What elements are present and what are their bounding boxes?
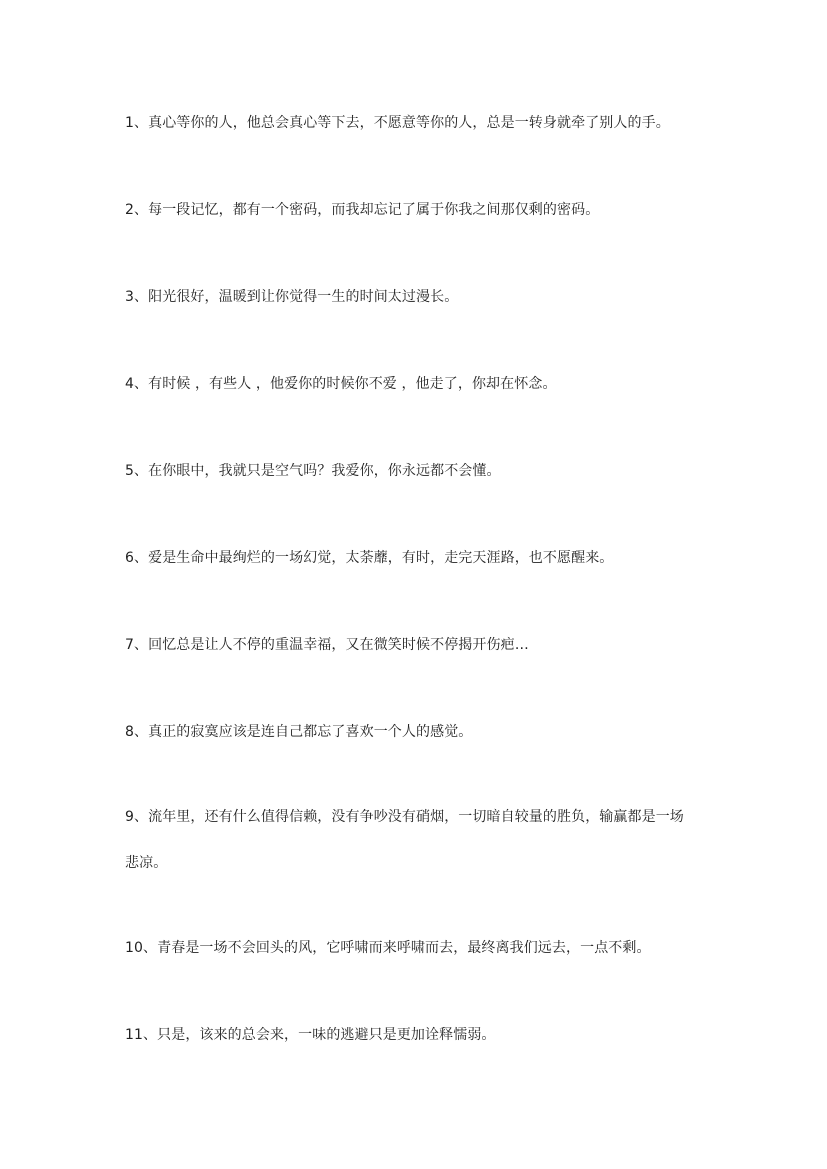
quote-11: 11、只是，该来的总会来，一味的逃避只是更加诠释懦弱。 — [125, 1027, 496, 1043]
quote-2: 2、每一段记忆，都有一个密码，而我却忘记了属于你我之间那仅剩的密码。 — [125, 202, 600, 218]
quote-7: 7、回忆总是让人不停的重温幸福，又在微笑时候不停揭开伤疤… — [125, 637, 529, 653]
quote-8: 8、真正的寂寞应该是连自己都忘了喜欢一个人的感觉。 — [125, 724, 473, 740]
quote-6: 6、爱是生命中最绚烂的一场幻觉，太荼蘼，有时，走完天涯路，也不愿醒来。 — [125, 550, 614, 566]
quote-1: 1、真心等你的人，他总会真心等下去，不愿意等你的人，总是一转身就牵了别人的手。 — [125, 115, 670, 131]
quote-9: 9、流年里，还有什么值得信赖，没有争吵没有硝烟，一切暗自较量的胜负，输赢都是一场 — [125, 809, 684, 825]
quote-4: 4、有时候 ，有些人 ，他爱你的时候你不爱 ，他走了，你却在怀念。 — [125, 376, 557, 392]
quote-5: 5、在你眼中，我就只是空气吗？我爱你，你永远都不会懂。 — [125, 463, 501, 479]
quote-3: 3、阳光很好，温暖到让你觉得一生的时间太过漫长。 — [125, 289, 459, 305]
quote-9-continuation: 悲凉。 — [125, 855, 168, 871]
quote-10: 10、青春是一场不会回头的风，它呼啸而来呼啸而去，最终离我们远去，一点不剩。 — [125, 940, 651, 956]
